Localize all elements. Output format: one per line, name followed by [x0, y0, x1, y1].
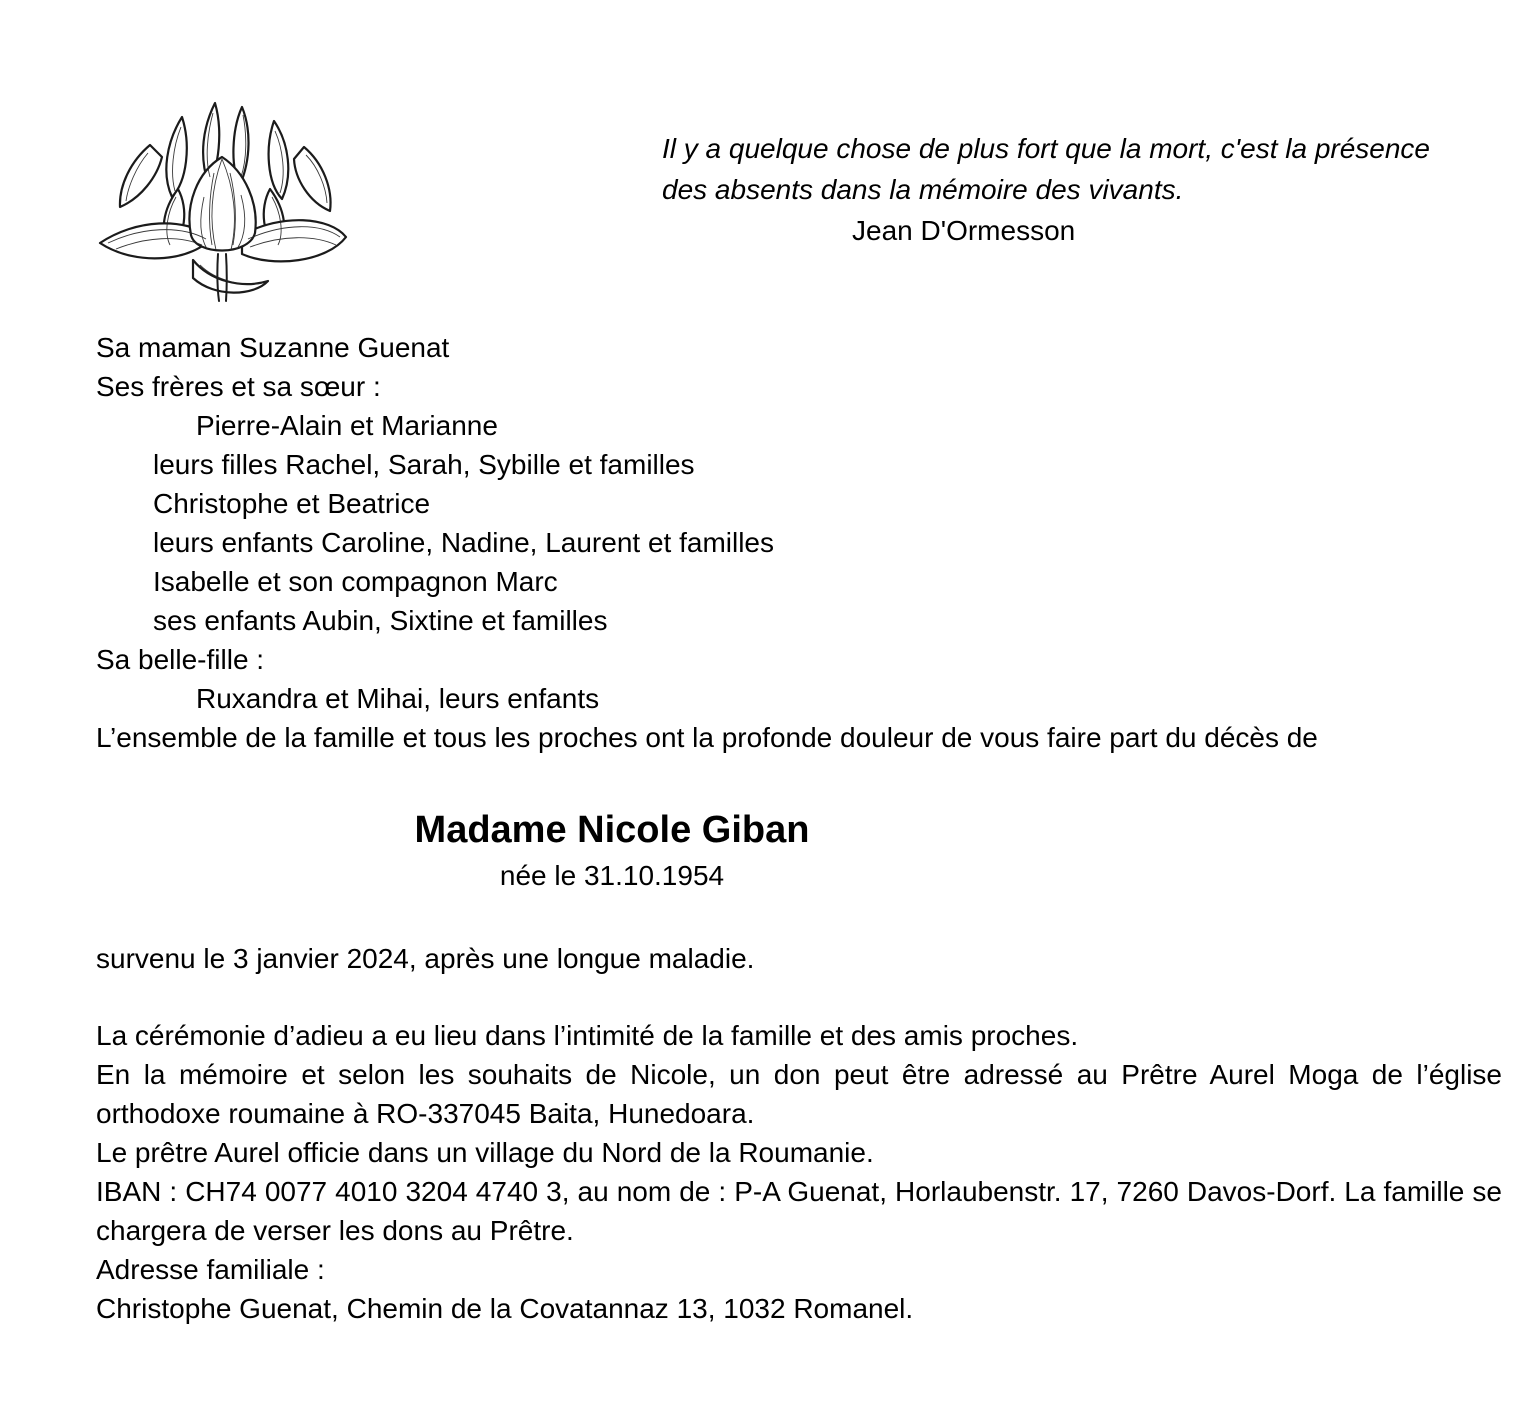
family-list — [96, 328, 1536, 757]
family-line-ruxandra: Ruxandra et Mihai, leurs enfants — [196, 683, 600, 714]
iban-note: IBAN : CH74 0077 4010 3204 4740 3, au nom de : P-A Guenat, Horlaubenstr. 17, 7260 Davos-Dorf. La famille se chargera de verser les dons au Prêtre. — [96, 1176, 1502, 1246]
quote-line-1: Il y a quelque chose de plus fort que la mort, c'est la présence — [662, 133, 1431, 164]
family-line-their-daughters: leurs filles Rachel, Sarah, Sybille et familles — [153, 449, 695, 480]
family-line-pierre-alain: Pierre-Alain et Marianne — [196, 410, 498, 441]
quote-line-2: des absents dans la mémoire des vivants. — [662, 174, 1184, 205]
priest-note: Le prêtre Aurel officie dans un village du Nord de la Roumanie. — [96, 1137, 874, 1168]
family-line-christophe: Christophe et Beatrice — [153, 488, 431, 519]
deceased-block — [96, 805, 1128, 897]
death-statement: survenu le 3 janvier 2024, après une longue maladie. — [96, 943, 755, 974]
family-line-siblings-label: Ses frères et sa sœur : — [96, 371, 381, 402]
family-line-her-children: ses enfants Aubin, Sixtine et familles — [153, 605, 608, 636]
memorial-quote — [662, 128, 1502, 251]
donation-note: En la mémoire et selon les souhaits de Nicole, un don peut être adressé au Prêtre Aurel Moga de l’église orthodoxe roumaine à RO-337045 Baita, Hunedoara. — [96, 1059, 1502, 1129]
family-line-isabelle: Isabelle et son compagnon Marc — [153, 566, 558, 597]
lotus-flower-icon — [98, 96, 348, 303]
family-line-their-children: leurs enfants Caroline, Nadine, Laurent et familles — [153, 527, 775, 558]
announcement-line: L’ensemble de la famille et tous les proches ont la profonde douleur de vous faire part du décès de — [96, 722, 1318, 753]
details-section — [96, 1016, 1502, 1328]
family-address-label: Adresse familiale : — [96, 1254, 325, 1285]
header — [0, 0, 1536, 302]
ceremony-note: La cérémonie d’adieu a eu lieu dans l’intimité de la famille et des amis proches. — [96, 1020, 1079, 1051]
family-line-daughter-in-law-label: Sa belle-fille : — [96, 644, 265, 675]
quote-attribution: Jean D'Ormesson — [852, 215, 1076, 246]
family-line-mother: Sa maman Suzanne Guenat — [96, 332, 450, 363]
deceased-name: Madame Nicole Giban — [414, 809, 810, 851]
family-address: Christophe Guenat, Chemin de la Covatannaz 13, 1032 Romanel. — [96, 1293, 914, 1324]
birth-date: née le 31.10.1954 — [499, 860, 725, 891]
